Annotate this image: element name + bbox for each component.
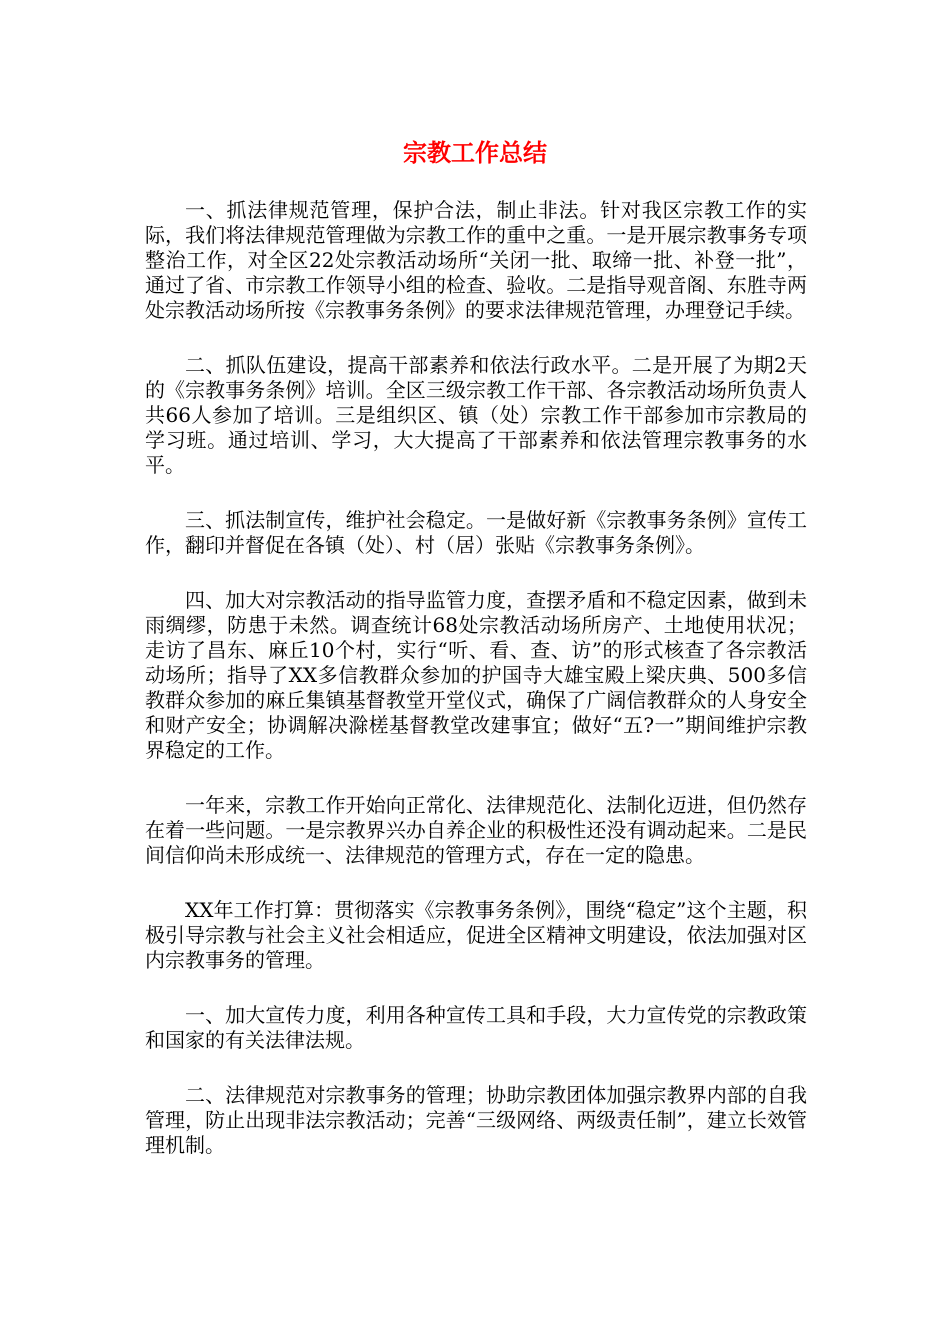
paragraph-legal-publicity: 三、抓法制宣传，维护社会稳定。一是做好新《宗教事务条例》宣传工作，翻印并督促在各镇（处）、村（居）张贴《宗教事务条例》。: [145, 508, 807, 557]
paragraph-year-review: 一年来，宗教工作开始向正常化、法律规范化、法制化迈进，但仍然存在着一些问题。一是宗教界兴办自养企业的积极性还没有调动起来。二是民间信仰尚未形成统一、法律规范的管理方式，存在一定的隐患。: [145, 793, 807, 867]
paragraph-plan-management: 二、法律规范对宗教事务的管理；协助宗教团体加强宗教界内部的自我管理，防止出现非法宗教活动；完善“三级网络、两级责任制”，建立长效管理机制。: [145, 1083, 807, 1157]
document-title: 宗教工作总结: [403, 139, 547, 167]
paragraph-work-plan: XX年工作打算：贯彻落实《宗教事务条例》，围绕“稳定”这个主题，积极引导宗教与社会主义社会相适应，促进全区精神文明建设，依法加强对区内宗教事务的管理。: [145, 898, 807, 972]
paragraph-law-management: 一、抓法律规范管理，保护合法，制止非法。针对我区宗教工作的实际，我们将法律规范管理做为宗教工作的重中之重。一是开展宗教事务专项整治工作，对全区22处宗教活动场所“关闭一批、取缔一批、补登一批”，通过了省、市宗教工作领导小组的检查、验收。二是指导观音阁、东胜寺两处宗教活动场所按《宗教事务条例》的要求法律规范管理，办理登记手续。: [145, 198, 807, 322]
document-body: [145, 198, 807, 1188]
paragraph-plan-publicity: 一、加大宣传力度，利用各种宣传工具和手段，大力宣传党的宗教政策和国家的有关法律法规。: [145, 1003, 807, 1052]
paragraph-team-building: 二、抓队伍建设，提高干部素养和依法行政水平。二是开展了为期2天的《宗教事务条例》培训。全区三级宗教工作干部、各宗教活动场所负责人共66人参加了培训。三是组织区、镇（处）宗教工作干部参加市宗教局的学习班。通过培训、学习，大大提高了干部素养和依法管理宗教事务的水平。: [145, 353, 807, 477]
paragraph-supervision: 四、加大对宗教活动的指导监管力度，查摆矛盾和不稳定因素，做到未雨绸缪，防患于未然。调查统计68处宗教活动场所房产、土地使用状况；走访了昌东、麻丘10个村，实行“听、看、查、访”的形式核查了各宗教活动场所；指导了XX多信教群众参加的护国寺大雄宝殿上梁庆典、500多信教群众参加的麻丘集镇基督教堂开堂仪式，确保了广阔信教群众的人身安全和财产安全；协调解决滁槎基督教堂改建事宜；做好“五?一”期间维护宗教界稳定的工作。: [145, 588, 807, 762]
